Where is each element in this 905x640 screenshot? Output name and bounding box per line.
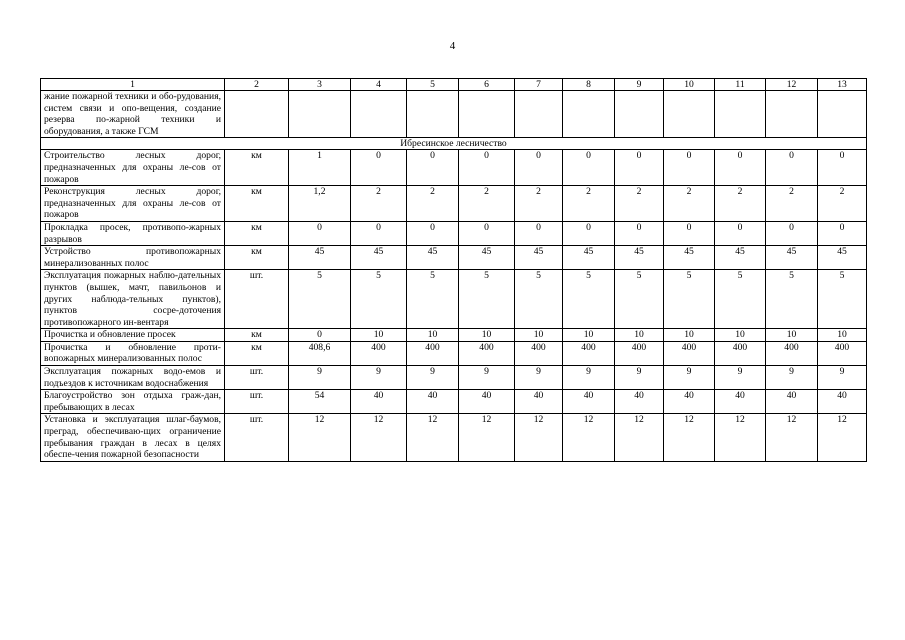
column-header: 8 (563, 79, 615, 91)
column-number-row (41, 79, 867, 91)
table-row (41, 390, 867, 414)
section-title: Ибресинское лесничество (41, 138, 867, 150)
continuation-row (41, 91, 867, 138)
row-value-cell: 400 (515, 341, 563, 365)
row-value-cell: 0 (766, 150, 818, 186)
row-value-cell: 40 (664, 390, 715, 414)
row-value-cell: 0 (563, 150, 615, 186)
row-value-cell: 5 (766, 270, 818, 329)
row-value-cell: 45 (664, 246, 715, 270)
row-value-cell: 9 (515, 366, 563, 390)
row-value-cell: 12 (615, 414, 664, 461)
row-value-cell: 400 (459, 341, 515, 365)
row-unit: шт. (225, 414, 289, 461)
row-value-cell: 400 (664, 341, 715, 365)
row-value-cell: 0 (615, 221, 664, 245)
row-value-cell: 12 (407, 414, 459, 461)
table-cell (715, 91, 766, 138)
row-value-cell: 9 (818, 366, 867, 390)
row-value-cell: 45 (289, 246, 351, 270)
row-value-cell: 0 (615, 150, 664, 186)
column-header: 12 (766, 79, 818, 91)
row-value-cell: 54 (289, 390, 351, 414)
row-unit: км (225, 329, 289, 342)
row-value-cell: 0 (289, 329, 351, 342)
column-header: 5 (407, 79, 459, 91)
row-value-cell: 12 (351, 414, 407, 461)
row-value-cell: 45 (818, 246, 867, 270)
row-value-cell: 5 (664, 270, 715, 329)
row-value-cell: 9 (715, 366, 766, 390)
row-value-cell: 5 (515, 270, 563, 329)
row-value-cell: 1 (289, 150, 351, 186)
row-value-cell: 5 (615, 270, 664, 329)
row-value-cell: 400 (407, 341, 459, 365)
row-value-cell: 0 (351, 221, 407, 245)
row-value-cell: 9 (766, 366, 818, 390)
row-value-cell: 0 (407, 221, 459, 245)
row-value-cell: 10 (563, 329, 615, 342)
section-row (41, 138, 867, 150)
table-cell (615, 91, 664, 138)
row-unit: км (225, 341, 289, 365)
table-cell (351, 91, 407, 138)
row-value-cell: 0 (351, 150, 407, 186)
row-value-cell: 45 (459, 246, 515, 270)
table-cell (766, 91, 818, 138)
row-activity-name: Благоустройство зон отдыха граж-дан, пребывающих в лесах (41, 390, 225, 414)
row-value-cell: 40 (766, 390, 818, 414)
row-value-cell: 10 (715, 329, 766, 342)
row-value-cell: 9 (615, 366, 664, 390)
row-value-cell: 10 (351, 329, 407, 342)
column-header: 10 (664, 79, 715, 91)
row-value-cell: 9 (459, 366, 515, 390)
row-value-cell: 40 (818, 390, 867, 414)
row-activity-name: Установка и эксплуатация шлаг-баумов, преград, обеспечиваю-щих ограничение пребывания граждан в лесах в целях обеспе-чения пожарной безопасности (41, 414, 225, 461)
table-row (41, 341, 867, 365)
row-value-cell: 40 (459, 390, 515, 414)
row-value-cell: 10 (407, 329, 459, 342)
row-value-cell: 2 (407, 186, 459, 222)
row-value-cell: 10 (766, 329, 818, 342)
row-value-cell: 2 (351, 186, 407, 222)
row-value-cell: 2 (515, 186, 563, 222)
row-value-cell: 10 (459, 329, 515, 342)
row-value-cell: 0 (715, 150, 766, 186)
row-value-cell: 9 (664, 366, 715, 390)
row-value-cell: 0 (766, 221, 818, 245)
row-value-cell: 0 (563, 221, 615, 245)
row-value-cell: 10 (515, 329, 563, 342)
row-value-cell: 0 (459, 221, 515, 245)
table-row (41, 366, 867, 390)
row-value-cell: 400 (615, 341, 664, 365)
row-value-cell: 40 (515, 390, 563, 414)
row-value-cell: 2 (615, 186, 664, 222)
row-value-cell: 45 (563, 246, 615, 270)
table-row (41, 246, 867, 270)
row-value-cell: 0 (664, 150, 715, 186)
table-row (41, 150, 867, 186)
row-value-cell: 2 (664, 186, 715, 222)
row-value-cell: 0 (515, 221, 563, 245)
row-value-cell: 12 (563, 414, 615, 461)
row-value-cell: 5 (351, 270, 407, 329)
row-value-cell: 40 (715, 390, 766, 414)
row-value-cell: 400 (351, 341, 407, 365)
row-value-cell: 12 (766, 414, 818, 461)
row-value-cell: 45 (351, 246, 407, 270)
row-unit: км (225, 186, 289, 222)
table-cell (225, 91, 289, 138)
row-value-cell: 5 (289, 270, 351, 329)
row-value-cell: 12 (715, 414, 766, 461)
row-value-cell: 9 (351, 366, 407, 390)
row-value-cell: 0 (664, 221, 715, 245)
column-header: 9 (615, 79, 664, 91)
row-value-cell: 400 (563, 341, 615, 365)
column-header: 7 (515, 79, 563, 91)
column-header: 4 (351, 79, 407, 91)
table-row (41, 186, 867, 222)
row-value-cell: 0 (818, 150, 867, 186)
row-activity-name: Прокладка просек, противопо-жарных разрывов (41, 221, 225, 245)
row-value-cell: 45 (515, 246, 563, 270)
row-value-cell: 5 (818, 270, 867, 329)
row-value-cell: 10 (615, 329, 664, 342)
row-value-cell: 0 (515, 150, 563, 186)
row-value-cell: 45 (407, 246, 459, 270)
row-value-cell: 9 (407, 366, 459, 390)
row-value-cell: 0 (715, 221, 766, 245)
row-activity-name: Эксплуатация пожарных наблю-дательных пунктов (вышек, мачт, павильонов и других наблюда-тельных пунктов), пунктов сосре-доточения противопожарного ин-вентаря (41, 270, 225, 329)
column-header: 3 (289, 79, 351, 91)
column-header: 13 (818, 79, 867, 91)
row-value-cell: 40 (407, 390, 459, 414)
table-cell (563, 91, 615, 138)
row-unit: шт. (225, 390, 289, 414)
row-value-cell: 2 (818, 186, 867, 222)
row-value-cell: 40 (351, 390, 407, 414)
row-value-cell: 12 (289, 414, 351, 461)
table-row (41, 414, 867, 461)
row-value-cell: 10 (818, 329, 867, 342)
row-activity-name: Строительство лесных дорог, предназначенных для охраны ле-сов от пожаров (41, 150, 225, 186)
row-unit: км (225, 221, 289, 245)
row-value-cell: 40 (563, 390, 615, 414)
row-unit: шт. (225, 366, 289, 390)
row-value-cell: 9 (289, 366, 351, 390)
row-value-cell: 12 (459, 414, 515, 461)
row-value-cell: 400 (818, 341, 867, 365)
row-activity-name: Эксплуатация пожарных водо-емов и подъездов к источникам водоснабжения (41, 366, 225, 390)
column-header: 1 (41, 79, 225, 91)
table-cell (515, 91, 563, 138)
row-value-cell: 0 (289, 221, 351, 245)
row-value-cell: 2 (715, 186, 766, 222)
row-value-cell: 5 (563, 270, 615, 329)
column-header: 6 (459, 79, 515, 91)
column-header: 11 (715, 79, 766, 91)
table-cell (818, 91, 867, 138)
row-value-cell: 0 (818, 221, 867, 245)
row-value-cell: 408,6 (289, 341, 351, 365)
row-value-cell: 9 (563, 366, 615, 390)
row-value-cell: 400 (766, 341, 818, 365)
page-number: 4 (449, 40, 456, 52)
row-value-cell: 0 (407, 150, 459, 186)
row-unit: шт. (225, 270, 289, 329)
row-value-cell: 5 (459, 270, 515, 329)
table-cell (664, 91, 715, 138)
row-value-cell: 45 (615, 246, 664, 270)
row-value-cell: 5 (715, 270, 766, 329)
row-value-cell: 2 (459, 186, 515, 222)
row-value-cell: 10 (664, 329, 715, 342)
data-table (40, 78, 867, 462)
row-activity-name: Реконструкция лесных дорог, предназначенных для охраны ле-сов от пожаров (41, 186, 225, 222)
table-row (41, 221, 867, 245)
row-value-cell: 45 (715, 246, 766, 270)
row-value-cell: 400 (715, 341, 766, 365)
row-activity-name: Прочистка и обновление просек (41, 329, 225, 342)
table-cell (459, 91, 515, 138)
table-cell (407, 91, 459, 138)
row-unit: км (225, 246, 289, 270)
table-row (41, 270, 867, 329)
row-value-cell: 1,2 (289, 186, 351, 222)
table-header (41, 79, 867, 91)
row-value-cell: 2 (563, 186, 615, 222)
row-value-cell: 0 (459, 150, 515, 186)
table-row (41, 329, 867, 342)
continuation-text: жание пожарной техники и обо-рудования, систем связи и опо-вещения, создание резерва по-жарной техники и оборудования, а также ГСМ (41, 91, 225, 138)
row-value-cell: 2 (766, 186, 818, 222)
row-unit: км (225, 150, 289, 186)
row-activity-name: Прочистка и обновление проти-вопожарных минерализованных полос (41, 341, 225, 365)
row-value-cell: 40 (615, 390, 664, 414)
row-value-cell: 5 (407, 270, 459, 329)
column-header: 2 (225, 79, 289, 91)
row-activity-name: Устройство противопожарных минерализованных полос (41, 246, 225, 270)
table-cell (289, 91, 351, 138)
table-body (41, 91, 867, 462)
row-value-cell: 12 (515, 414, 563, 461)
row-value-cell: 45 (766, 246, 818, 270)
row-value-cell: 12 (818, 414, 867, 461)
row-value-cell: 12 (664, 414, 715, 461)
